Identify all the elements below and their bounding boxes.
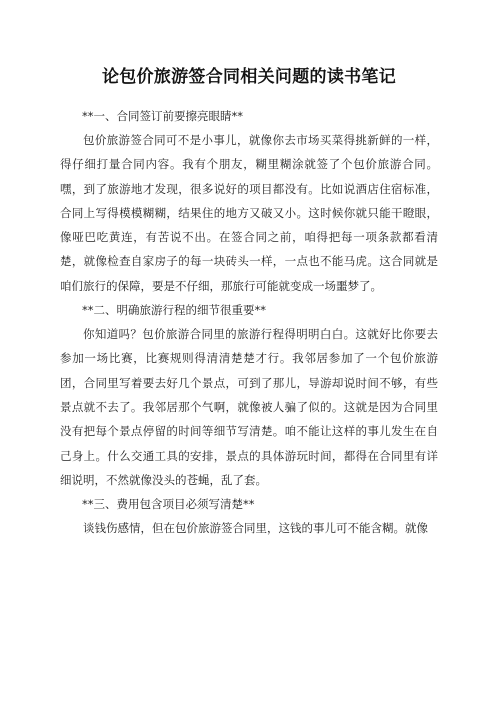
document-title: 论包价旅游签合同相关问题的读书笔记: [101, 67, 397, 87]
section-heading: **一、合同签订前要擦亮眼睛**: [82, 109, 243, 123]
section-heading: **二、明确旅游行程的细节很重要**: [82, 303, 266, 318]
section-2: [60, 298, 438, 492]
section-3: [60, 492, 438, 540]
section-paragraph: 你知道吗？包价旅游合同里的旅游行程得明明白白。这就好比你要去参加一场比赛，比赛规则得清清楚楚才行。我邻居参加了一个包价旅游团，合同里写着要去好几个景点，可到了那儿，导游却说时间不够，有些景点就不去了。我邻居那个气啊，就像被人骗了似的。这就是因为合同里没有把每个景点停留的时间等细节写清楚。咱不能让这样的事儿发生在自己身上。什么交通工具的安排，景点的具体游玩时间，都得在合同里有详细说明，不然就像没头的苍蝇，乱了套。: [60, 327, 438, 487]
section-paragraph: 谈钱伤感情，但在包价旅游签合同里，这钱的事儿可不能含糊。就像: [83, 521, 428, 536]
section-paragraph: 包价旅游签合同可不是小事儿，就像你去市场买菜得挑新鲜的一样，得仔细打量合同内容。我有个朋友，糊里糊涂就签了个包价旅游合同。嘿，到了旅游地才发现，很多说好的项目都没有。比如说酒店住宿标准，合同上写得模模糊糊，结果住的地方又破又小。这时候你就只能干瞪眼，像哑巴吃黄连，有苦说不出。在签合同之前，咱得把每一项条款都看清楚，就像检查自家房子的每一块砖头一样，一点也不能马虎。这合同就是咱们旅行的保障，要是不仔细，那旅行可能就变成一场噩梦了。: [60, 133, 438, 293]
section-1: [60, 104, 438, 298]
section-heading: **三、费用包含项目必须写清楚**: [82, 497, 255, 512]
